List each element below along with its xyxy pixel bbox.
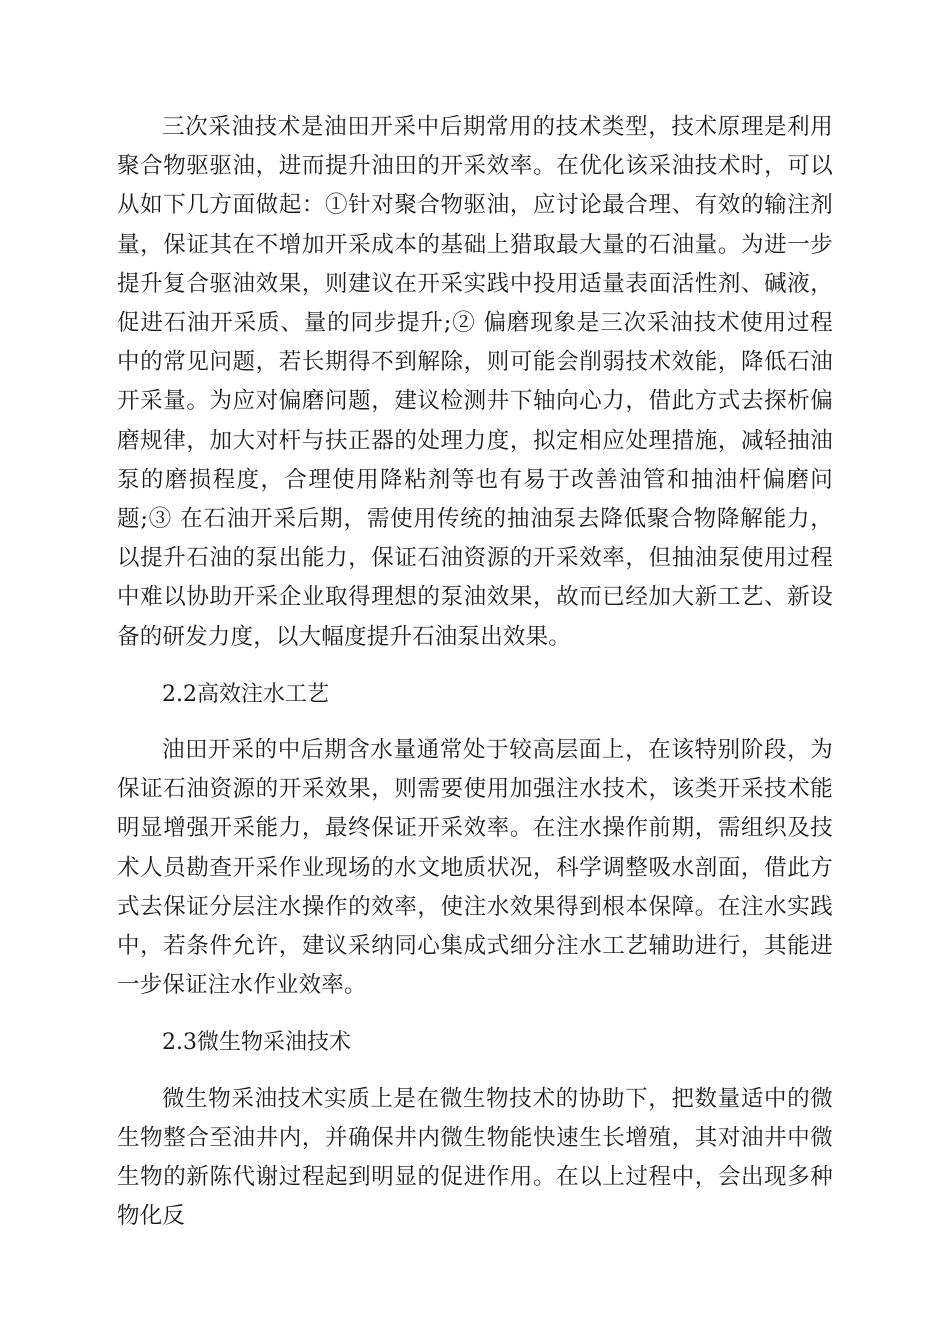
paragraph-spacer <box>117 1005 833 1023</box>
paragraph-microbial-oil-recovery: 微生物采油技术实质上是在微生物技术的协助下，把数量适中的微生物整合至油井内，并确保井内微生物能快速生长增殖，其对油井中微生物的新陈代谢过程起到明显的促进作用。在以上过程中，会出现多种物化反 <box>117 1085 833 1230</box>
section-heading-2-3: 2.3微生物采油技术 <box>162 1030 351 1056</box>
heading-spacer <box>117 714 833 731</box>
paragraph-water-injection: 油田开采的中后期含水量通常处于较高层面上，在该特别阶段，为保证石油资源的开采效果，则需要使用加强注水技术，该类开采技术能明显增强开采能力，最终保证开采效率。在注水操作前期，需组织及技术人员勘查开采作业现场的水文地质状况，科学调整吸水剖面，借此方式去保证分层注水操作的效率，使注水效果得到根本保障。在注水实践中，若条件允许，建议采纳同心集成式细分注水工艺辅助进行，其能进一步保证注水作业效率。 <box>117 737 833 999</box>
heading-spacer <box>117 1063 833 1080</box>
section-heading-2-2: 2.2高效注水工艺 <box>162 681 329 707</box>
paragraph-tertiary-oil-recovery: 三次采油技术是油田开采中后期常用的技术类型，技术原理是利用聚合物驱驱油，进而提升油田的开采效率。在优化该采油技术时，可以从如下几方面做起：①针对聚合物驱油，应讨论最合理、有效的输注剂量，保证其在不增加开采成本的基础上猎取最大量的石油量。为进一步提升复合驱油效果，则建议在开采实践中投用适量表面活性剂、碱液，促进石油开采质、量的同步提升;② 偏磨现象是三次采油技术使用过程中的常见问题，若长期得不到解除，则可能会削弱技术效能，降低石油开采量。为应对偏磨问题，建议检测井下轴向心力，借此方式去探析偏磨规律，加大对杆与扶正器的处理力度，拟定相应处理措施，减轻抽油泵的磨损程度，合理使用降粘剂等也有易于改善油管和抽油杆偏磨问题;③ 在石油开采后期，需使用传统的抽油泵去降低聚合物降解能力，以提升石油的泵出能力，保证石油资源的开采效率，但抽油泵使用过程中难以协助开采企业取得理想的泵油效果，故而已经加大新工艺、新设备的研发力度，以大幅度提升石油泵出效果。 <box>117 114 833 650</box>
document-page <box>117 108 833 1236</box>
paragraph-spacer <box>117 657 833 675</box>
